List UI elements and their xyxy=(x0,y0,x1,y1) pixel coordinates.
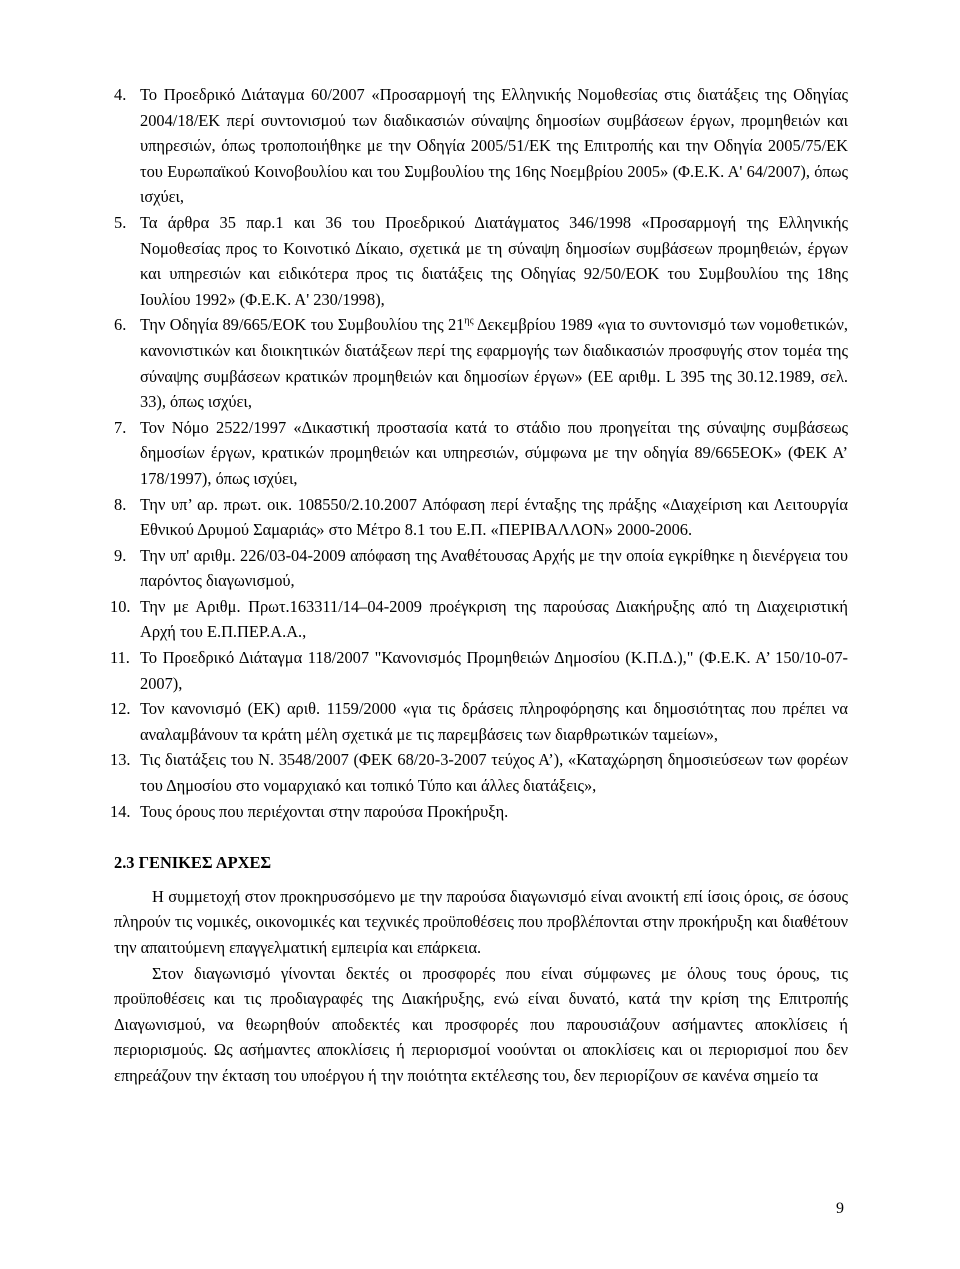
list-item-text: Την υπ' αριθμ. 226/03-04-2009 απόφαση της Αναθέτουσας Αρχής με την οποία εγκρίθηκε η διενέργεια του παρόντος διαγωνισμού, xyxy=(140,545,848,591)
list-item-number: 4. xyxy=(114,85,127,104)
list-item-text: Την υπ’ αρ. πρωτ. οικ. 108550/2.10.2007 Απόφαση περί ένταξης της πράξης «Διαχείριση και Λειτουργία Εθνικού Δρυμού Σαμαριάς» στο Μέτρο 8.1 του Ε.Π. «ΠΕΡΙΒΑΛΛΟΝ» 2000-2006. xyxy=(140,494,848,540)
list-item-text-before: Την Οδηγία 89/665/ΕΟΚ του Συμβουλίου της 21 xyxy=(140,315,465,335)
list-item-text xyxy=(140,312,848,414)
list-item-8 xyxy=(110,492,848,543)
list-item-number: 10. xyxy=(110,596,131,616)
list-item-text: Το Προεδρικό Διάταγμα 118/2007 "Κανονισμός Προμηθειών Δημοσίου (Κ.Π.Δ.)," (Φ.Ε.Κ. Α’ 150/10-07-2007), xyxy=(140,648,848,693)
list-item-number: 9. xyxy=(114,545,127,565)
list-item-text: Τις διατάξεις του Ν. 3548/2007 (ΦΕΚ 68/20-3-2007 τεύχος Α’), «Καταχώρηση δημοσιεύσεων των φορέων του Δημοσίου στο νομαρχιακό και τοπικό Τύπο και άλλες διατάξεις», xyxy=(140,750,848,796)
list-item-13 xyxy=(110,747,848,798)
list-item-4 xyxy=(110,82,848,210)
list-item-7 xyxy=(110,415,848,492)
list-item-number: 5. xyxy=(114,212,127,232)
list-item-text: Τα άρθρα 35 παρ.1 και 36 του Προεδρικού Διατάγματος 346/1998 «Προσαρμογή της Ελληνικής Νομοθεσίας προς το Κοινοτικό Δίκαιο, σχετικά με τη σύναψη δημοσίων συμβάσεων προμηθειών, έργων και υπηρεσιών και ειδικότερα προς τις διατάξεις της Οδηγίας 92/50/ΕΟΚ του Συμβουλίου της 18ης Ιουλίου 1992» (Φ.Ε.Κ. Α' 230/1998), xyxy=(140,212,848,309)
list-item-number: 14. xyxy=(110,801,131,821)
list-item-9 xyxy=(110,543,848,594)
list-item-number: 7. xyxy=(114,417,127,437)
list-item-text: Τον κανονισμό (ΕΚ) αριθ. 1159/2000 «για τις δράσεις πληροφόρησης και δημοσιότητας που πρέπει να αναλαμβάνουν τα κράτη μέλη σχετικά με τις παρεμβάσεις των διαρθρωτικών ταμείων», xyxy=(140,699,848,744)
list-item-number: 13. xyxy=(110,750,131,770)
list-item-number: 6. xyxy=(114,315,127,335)
list-item-10 xyxy=(110,594,848,645)
ordinal-superscript: ης xyxy=(464,315,474,327)
list-item-text: Το Προεδρικό Διάταγμα 60/2007 «Προσαρμογή της Ελληνικής Νομοθεσίας στις διατάξεις της Οδηγίας 2004/18/ΕΚ περί συντονισμού των διαδικασιών σύναψης δημοσίων συμβάσεων έργων, προμηθειών και υπηρεσιών, όπως τροποποιήθηκε με την Οδηγία 2005/51/ΕΚ της Επιτροπής και την Οδηγία 2005/75/ΕΚ του Ευρωπαϊκού Κοινοβουλίου και του Συμβουλίου της 16ης Νοεμβρίου 2005» (Φ.Ε.Κ. Α' 64/2007), όπως ισχύει, xyxy=(140,85,848,207)
list-item-number: 11. xyxy=(110,648,130,668)
list-item-12 xyxy=(110,696,848,747)
list-item-text-after: Δεκεμβρίου 1989 «για το συντονισμό των νομοθετικών, κανονιστικών και διοικητικών διατάξεων περί της εφαρμογής των διαδικασιών προσφυγής στον τομέα της σύναψης συμβάσεων κρατικών προμηθειών και δημοσίων έργων» (ΕΕ αριθμ. L 395 της 30.12.1989, σελ. 33), όπως ισχύει, xyxy=(140,315,849,412)
document-page xyxy=(110,82,848,1089)
list-item-11 xyxy=(110,645,848,696)
list-item-text: Την με Αριθμ. Πρωτ.163311/14–04-2009 προέγκριση της παρούσας Διακήρυξης από τη Διαχειριστική Αρχή του Ε.Π.ΠΕΡ.Α.Α., xyxy=(140,596,848,642)
page-number: 9 xyxy=(836,1200,844,1217)
section-paragraph: Στον διαγωνισμό γίνονται δεκτές οι προσφορές που είναι σύμφωνες με όλους τους όρους, τις προϋποθέσεις και τις προδιαγραφές της Διακήρυξης, ενώ είναι δυνατό, κατά την κρίση της Επιτροπής Διαγωνισμού, να θεωρηθούν αποδεκτές και προσφορές που παρουσιάζουν ασήμαντες αποκλίσεις ή περιορισμούς. Ως ασήμαντες αποκλίσεις ή περιορισμοί νοούνται οι αποκλίσεις και οι περιορισμοί που δεν επηρεάζουν την έκταση του υποέργου ή την ποιότητα εκτέλεσης του, δεν περιορίζουν σε κανένα σημείο τα xyxy=(114,963,848,1085)
list-item-14 xyxy=(110,799,848,825)
list-item-number: 12. xyxy=(110,699,131,719)
list-item-6 xyxy=(110,312,848,414)
list-item-5 xyxy=(110,210,848,312)
list-item-text: Τους όρους που περιέχονται στην παρούσα Προκήρυξη. xyxy=(140,801,509,821)
list-item-number: 8. xyxy=(114,494,127,514)
list-item-text: Τον Νόμο 2522/1997 «Δικαστική προστασία κατά το στάδιο που προηγείται της σύναψης συμβάσεως δημοσίων έργων, κρατικών προμηθειών και υπηρεσιών, σύμφωνα με την οδηγία 89/665ΕΟΚ» (ΦΕΚ Α’ 178/1997), όπως ισχύει, xyxy=(140,417,848,488)
section-heading: 2.3 ΓΕΝΙΚΕΣ ΑΡΧΕΣ xyxy=(114,853,272,873)
section-paragraph: Η συμμετοχή στον προκηρυσσόμενο με την παρούσα διαγωνισμό είναι ανοικτή επί ίσοις όροις, σε όσους πληρούν τις νομικές, οικονομικές και τεχνικές προϋποθέσεις που προβλέπονται στην προκήρυξη και διαθέτουν την απαιτούμενη επαγγελματική εμπειρία και επάρκεια. xyxy=(114,886,848,957)
